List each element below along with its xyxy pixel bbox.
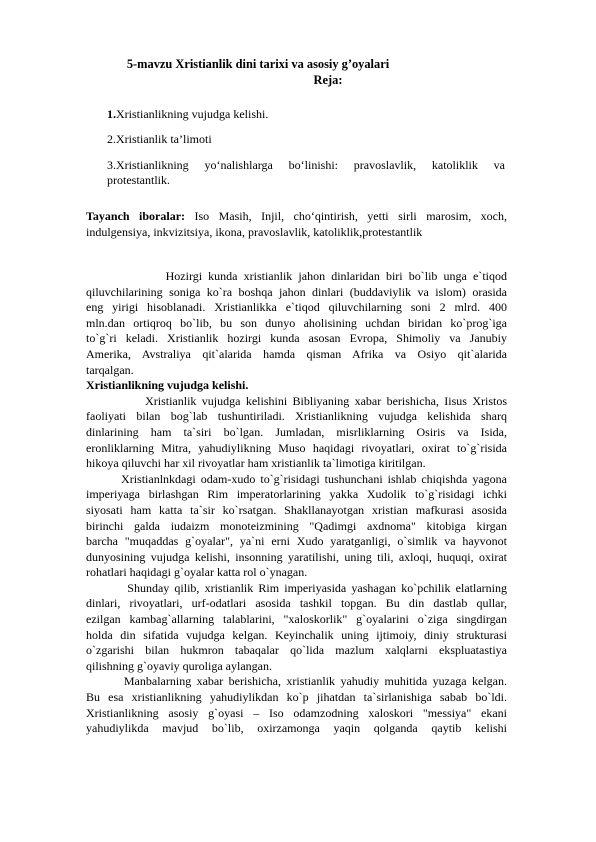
text-line: faoliyati bilan bog`lab tushuntiriladi. Xristianlikning vujudga kelishida sharq xyxy=(86,409,507,424)
keywords-line-1 xyxy=(86,209,507,225)
text-line: siyosati ham katta ta`sir ko`rsatgan. Shakllanayotgan xristian mafkurasi asosida xyxy=(86,502,507,517)
text-line: Hozirgi kunda xristianlik jahon dinlaridan biri bo`lib unga e`tiqod xyxy=(86,269,507,283)
plan-item-1-number: 1. xyxy=(107,107,116,121)
text-line: tarqalgan. xyxy=(86,362,134,377)
keywords-line-2: indulgensiya, inkvizitsiya, ikona, pravoslavlik, katoliklik,protestantlik xyxy=(86,224,423,239)
main-text xyxy=(86,269,507,737)
text-line: qilishning g`oyaviy quroliga aylangan. xyxy=(86,658,272,673)
text-line: Manbalarning xabar berishicha, xristianlik yahudiy muhitida yuzaga kelgan. xyxy=(86,674,507,689)
plan-item-3-line-2: protestantlik. xyxy=(107,173,170,187)
plan-item-3-line-1: 3.Xristianlikning yo‘nalishlarga bo‘linishi: pravoslavlik, katoliklik va xyxy=(107,158,505,172)
text-line: eng yirigi hisoblanadi. Xristianlikka e`tiqod qiluvchilarning soni 2 mlrd. 400 xyxy=(86,300,507,315)
plan-item-1-text: Xristianlikning vujudga kelishi. xyxy=(116,107,269,121)
text-line: yahudiylikda mavjud bo`lib, oxirzamonga yaqin qolganda qaytib kelishi xyxy=(86,721,507,736)
text-line: dinlari, rivoyatlari, urf-odatlari asosida tashkil topgan. Bu din dastlab qullar, xyxy=(86,596,507,611)
keywords-label: Tayanch iboralar: xyxy=(86,209,186,223)
text-line: Shunday qilib, xristianlik Rim imperiyasida yashagan ko`pchilik elatlarning xyxy=(86,580,507,595)
intro-paragraph xyxy=(86,269,507,378)
text-line: rohatlari haqidagi g`oyalar katta rol o`ynagan. xyxy=(86,565,308,580)
text-line: hikoya qiluvchi har xil rivoyatlar ham xristianlik ta`limotiga kiritilgan. xyxy=(86,456,426,471)
section-heading: Xristianlikning vujudga kelishi. xyxy=(86,378,249,393)
plan-item-1 xyxy=(107,107,505,123)
text-line: o`zgarishi bilan hukmron tabaqalar qo`lida mazlum xalqlarni ekspluatastiya xyxy=(86,643,507,658)
text-line: ezilgan kambag`allarning talablarini, "xaloskorlik" g`oyalarini o`ziga singdirgan xyxy=(86,612,507,627)
text-line: barcha "muqaddas g`oyalar", ya`ni erni Xudo yaratganligi, o`simlik va hayvonot xyxy=(86,534,507,549)
plan-title: Reja: xyxy=(313,73,343,87)
paragraph-1 xyxy=(86,394,507,472)
keywords-block xyxy=(86,209,507,240)
text-line: imperiyaga birlashgan Rim imperatorlarining yakka Xudolik to`g`risidagi ichki xyxy=(86,487,507,502)
text-line: birinchi galda iudaizm monoteizmining "Qadimgi axdnoma" kitobiga kirgan xyxy=(86,518,507,533)
text-line: eronliklarning Mitra, yahudiylikning Muso haqidagi rivoyatlari, oxirat to`g`risida xyxy=(86,440,507,455)
text-line: dinlarining ham ta`siri bo`lgan. Jumladan, misrliklarning Osiris va Isida, xyxy=(86,424,507,439)
text-line: Xristianlikning asosiy g`oyasi – Iso odamzodning xaloskori "messiya" ekani xyxy=(86,705,507,720)
text-line: dunyosining vujudga kelishi, insonning yaratilishi, uning tili, axloqi, huquqi, oxirat xyxy=(86,549,507,564)
paragraph-3 xyxy=(86,581,507,675)
document-title: 5-mavzu Xristianlik dini tarixi va asosiy g’oyalari xyxy=(126,57,390,71)
keywords-text-1: Iso Masih, Injil, cho‘qintirish, yetti sirli marosim, xoch, xyxy=(185,209,507,223)
text-line: Amerika, Avstraliya qit`alarida hamda qisman Afrika va Osiyo qit`alarida xyxy=(86,346,507,361)
text-line: Xristianlnkdagi odam-xudo to`g`risidagi tushunchani ishlab chiqishda yagona xyxy=(86,471,507,486)
text-line: mln.dan ortiqroq bo`lib, bu son dunyo aholisining uchdan biridan ko`prog`iga xyxy=(86,315,507,330)
text-line: Bu esa xristianlikning yahudiylikdan ko`p jihatdan ta`sirlanishiga sabab bo`ldi. xyxy=(86,690,507,705)
plan-item-2: 2.Xristianlik ta’limoti xyxy=(107,132,212,146)
text-line: Xristianlik vujudga kelishini Bibliyaning xabar berishicha, Iisus Xristos xyxy=(86,393,507,408)
paragraph-2 xyxy=(86,472,507,581)
text-line: qiluvchilarining soniga ko`ra boshqa jahon dinlari (buddaviylik va islom) orasida xyxy=(86,284,507,299)
text-line: to`g`ri keladi. Xristianlik hozirgi kunda asosan Evropa, Shimoliy va Janubiy xyxy=(86,331,507,346)
text-line: holda din sifatida vujudga kelgan. Keyinchalik uning ijtimoiy, diniy strukturasi xyxy=(86,627,507,642)
paragraph-4 xyxy=(86,674,507,736)
